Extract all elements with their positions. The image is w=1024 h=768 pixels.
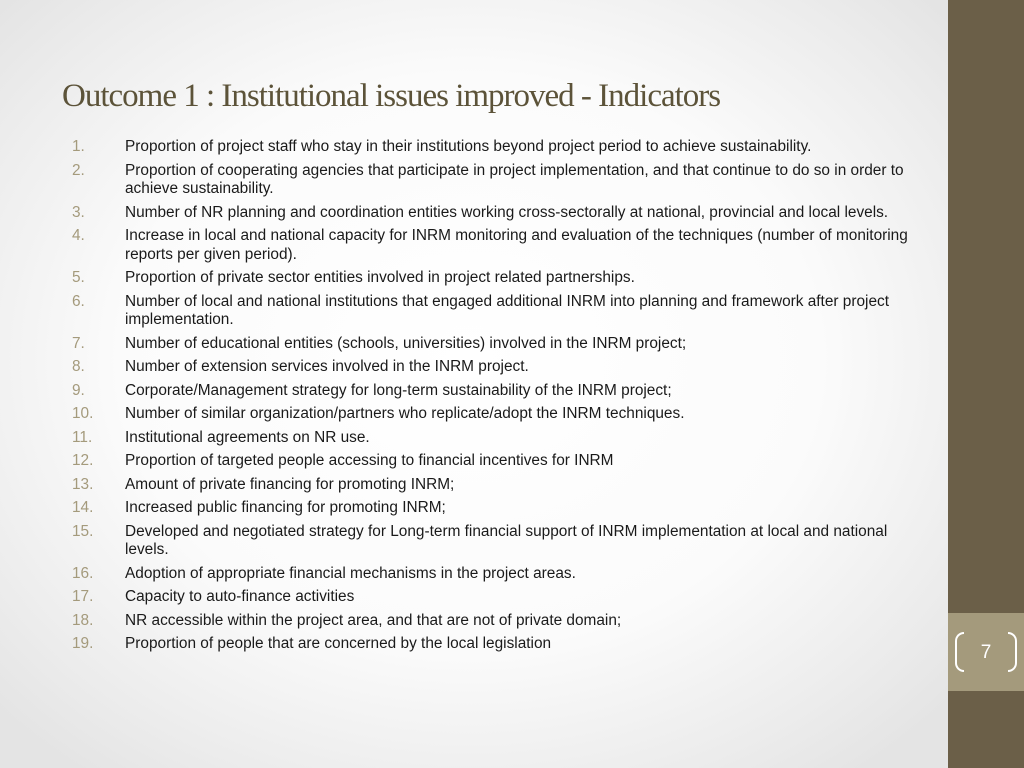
indicator-number: 4. [72,227,85,244]
indicator-item [72,565,912,584]
indicator-item [72,588,912,607]
indicator-number: 6. [72,292,85,310]
indicator-item [72,405,912,424]
indicator-item [72,523,912,560]
indicator-list [72,138,912,659]
indicator-text: Adoption of appropriate financial mechanisms in the project areas. [125,564,576,582]
page-number-box [948,613,1024,691]
indicator-number: 11. [72,428,93,446]
indicator-text: Proportion of targeted people accessing to financial incentives for INRM [125,452,614,469]
indicator-item [72,204,912,223]
indicator-text: Institutional agreements on NR use. [125,428,370,446]
indicator-number: 16. [72,564,94,582]
indicator-number: 9. [72,381,85,399]
indicator-item [72,635,912,654]
indicator-text: Increase in local and national capacity for INRM monitoring and evaluation of the techniques (number of monitoring reports per given period). [125,227,908,263]
indicator-item [72,476,912,495]
indicator-item [72,335,912,354]
indicator-number: 5. [72,269,85,286]
indicator-text: Number of NR planning and coordination entities working cross-sectorally at national, provincial and local levels. [125,203,889,221]
indicator-number: 19. [72,635,94,652]
indicator-text: Proportion of project staff who stay in their institutions beyond project period to achieve sustainability. [125,138,812,155]
indicator-text: Developed and negotiated strategy for Long-term financial support of INRM implementation at local and national levels. [125,522,888,558]
indicator-text: Number of local and national institutions that engaged additional INRM into planning and framework after project implementation. [125,292,889,328]
indicator-item [72,293,912,330]
indicator-number: 17. [72,588,94,605]
indicator-text: Increased public financing for promoting INRM; [125,499,446,516]
indicator-text: Number of similar organization/partners who replicate/adopt the INRM techniques. [125,405,685,422]
indicator-text: Amount of private financing for promoting INRM; [125,475,455,493]
indicator-item [72,358,912,377]
indicator-text: Capacity to auto-finance activities [125,588,355,605]
indicator-number: 10. [72,405,94,422]
indicator-number: 7. [72,334,85,352]
indicator-number: 14. [72,499,94,516]
indicator-text: Number of educational entities (schools, universities) involved in the INRM project; [125,334,687,352]
indicator-item [72,162,912,199]
indicator-text: Proportion of cooperating agencies that participate in project implementation, and that continue to do so in order to achieve sustainability. [125,161,904,197]
indicator-number: 15. [72,522,94,540]
indicator-item [72,499,912,518]
indicator-item [72,382,912,401]
right-bracket-icon [1008,632,1017,672]
indicator-item [72,227,912,264]
indicator-text: Corporate/Management strategy for long-term sustainability of the INRM project; [125,381,672,399]
indicator-number: 2. [72,161,85,179]
indicator-text: Proportion of people that are concerned by the local legislation [125,635,552,652]
indicator-item [72,612,912,631]
indicator-item [72,269,912,288]
indicator-number: 13. [72,475,94,493]
slide-title: Outcome 1 : Institutional issues improved - Indicators [62,78,721,114]
indicator-item [72,138,912,157]
indicator-number: 3. [72,203,85,221]
indicator-number: 1. [72,138,85,155]
indicator-number: 8. [72,358,85,375]
indicator-text: NR accessible within the project area, and that are not of private domain; [125,611,622,629]
indicator-text: Proportion of private sector entities involved in project related partnerships. [125,269,635,286]
indicator-item [72,452,912,471]
indicator-item [72,429,912,448]
indicator-number: 12. [72,452,94,469]
indicator-text: Number of extension services involved in the INRM project. [125,358,529,375]
indicator-number: 18. [72,611,94,629]
page-number: 7 [980,642,992,663]
